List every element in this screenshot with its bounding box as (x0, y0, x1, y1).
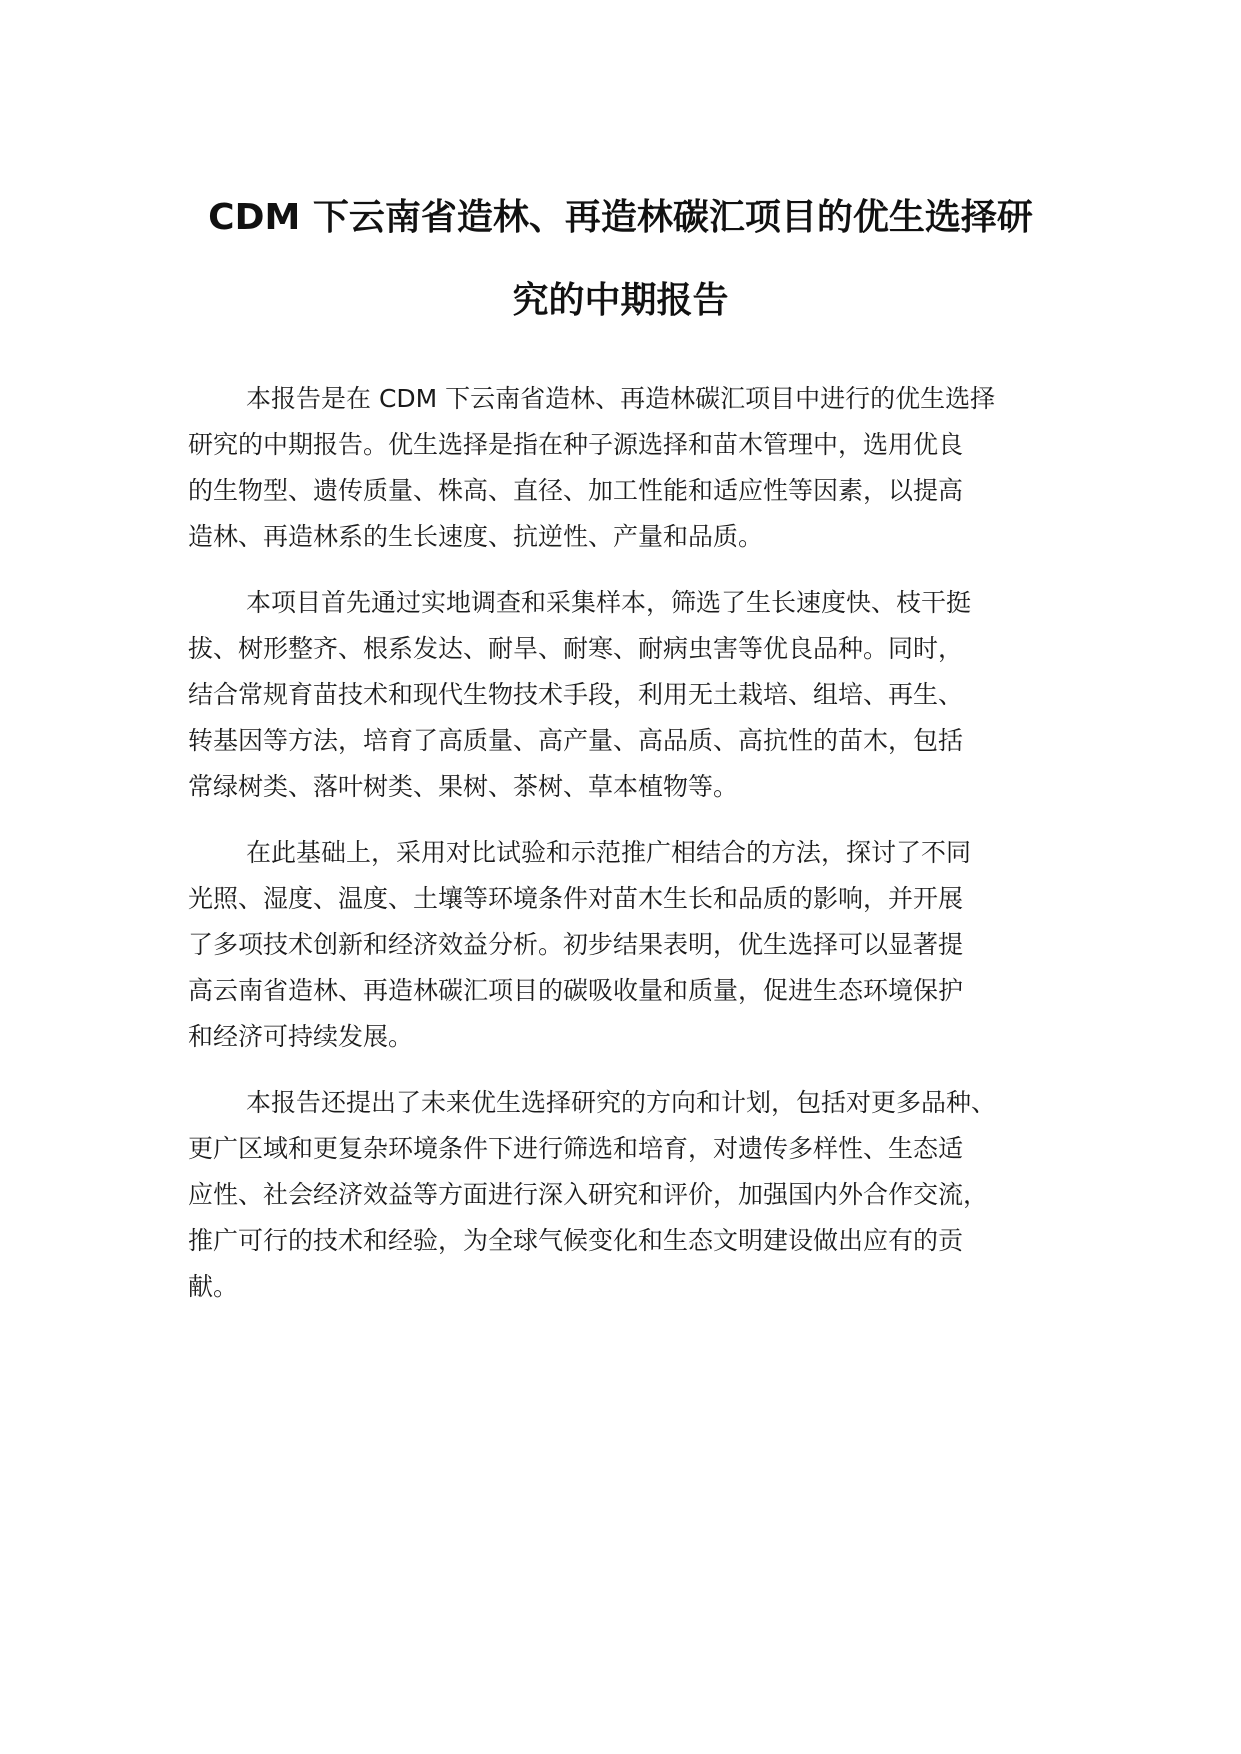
text-line: 推广可行的技术和经验，为全球气候变化和生态文明建设做出应有的贡 (188, 1226, 964, 1255)
text-line: 本报告是在 CDM 下云南省造林、再造林碳汇项目中进行的优生选择 (246, 384, 996, 413)
text-line: 拔、树形整齐、根系发达、耐旱、耐寒、耐病虫害等优良品种。同时， (188, 634, 964, 663)
paragraph-3 (188, 830, 1088, 1060)
text-line: 和经济可持续发展。 (188, 1022, 414, 1051)
text-line: 研究的中期报告。优生选择是指在种子源选择和苗木管理中，选用优良 (188, 430, 964, 459)
text-line: 献。 (188, 1272, 239, 1301)
paragraph-1 (188, 376, 1088, 560)
text-line: 常绿树类、落叶树类、果树、茶树、草本植物等。 (188, 772, 739, 801)
title-line: CDM 下云南省造林、再造林碳汇项目的优生选择研 (208, 197, 1033, 238)
text-line: 应性、社会经济效益等方面进行深入研究和评价，加强国内外合作交流， (188, 1180, 989, 1209)
text-line: 结合常规育苗技术和现代生物技术手段，利用无土栽培、组培、再生、 (188, 680, 964, 709)
text-line: 转基因等方法，培育了高质量、高产量、高品质、高抗性的苗木，包括 (188, 726, 964, 755)
paragraph-2 (188, 580, 1088, 810)
paragraph-4 (188, 1080, 1088, 1310)
text-line: 本报告还提出了未来优生选择研究的方向和计划，包括对更多品种、 (246, 1088, 997, 1117)
text-line: 的生物型、遗传质量、株高、直径、加工性能和适应性等因素，以提高 (188, 476, 964, 505)
document-body (188, 376, 1088, 1330)
text-line: 造林、再造林系的生长速度、抗逆性、产量和品质。 (188, 522, 764, 551)
document-title (0, 176, 1241, 342)
text-line: 更广区域和更复杂环境条件下进行筛选和培育，对遗传多样性、生态适 (188, 1134, 964, 1163)
text-line: 了多项技术创新和经济效益分析。初步结果表明，优生选择可以显著提 (188, 930, 964, 959)
text-line: 本项目首先通过实地调查和采集样本，筛选了生长速度快、枝干挺 (246, 588, 972, 617)
text-line: 光照、湿度、温度、土壤等环境条件对苗木生长和品质的影响，并开展 (188, 884, 964, 913)
text-line: 在此基础上，采用对比试验和示范推广相结合的方法，探讨了不同 (246, 838, 972, 867)
text-line: 高云南省造林、再造林碳汇项目的碳吸收量和质量，促进生态环境保护 (188, 976, 964, 1005)
title-line: 究的中期报告 (512, 280, 729, 321)
